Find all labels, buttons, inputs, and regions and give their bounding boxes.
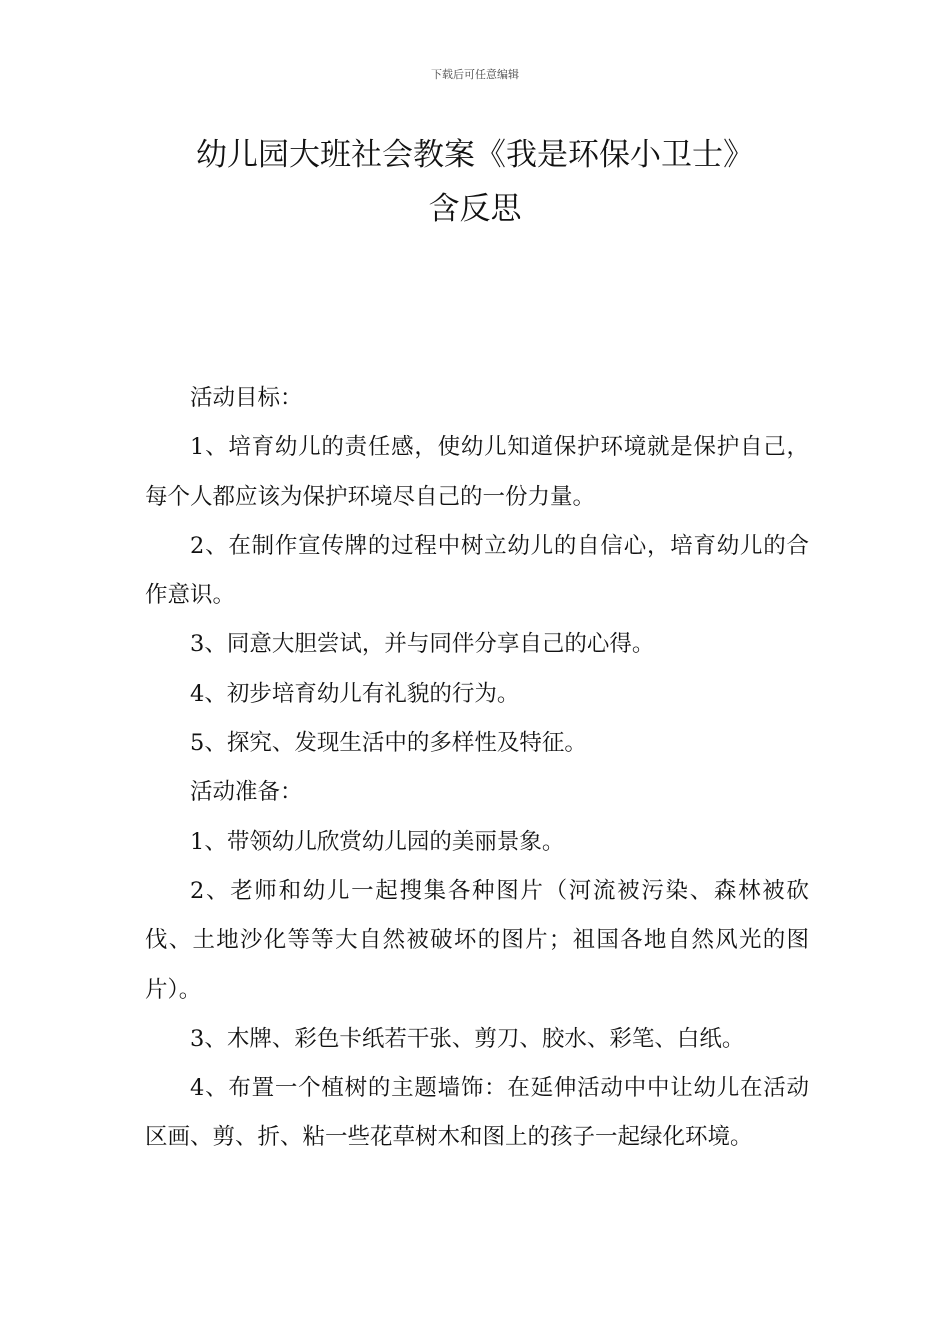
paragraph: 4、初步培育幼儿有礼貌的行为。 bbox=[190, 680, 520, 707]
header-note: 下载后可任意编辑 bbox=[431, 68, 519, 81]
paragraph: 2、在制作宣传牌的过程中树立幼儿的自信心，培育幼儿的合作意识。 bbox=[145, 532, 809, 609]
paragraph: 3、同意大胆尝试，并与同伴分享自己的心得。 bbox=[190, 631, 655, 658]
section-heading-preparation: 活动准备： bbox=[190, 779, 303, 806]
paragraph: 4、布置一个植树的主题墙饰：在延伸活动中中让幼儿在活动区画、剪、折、粘一些花草树木和图上的孩子一起绿化环境。 bbox=[145, 1075, 809, 1151]
section-heading-goals: 活动目标： bbox=[190, 385, 303, 411]
paragraph: 1、带领幼儿欣赏幼儿园的美丽景象。 bbox=[190, 828, 565, 855]
paragraph: 5、探究、发现生活中的多样性及特征。 bbox=[190, 730, 587, 757]
document-title bbox=[145, 128, 805, 236]
document-body bbox=[145, 374, 809, 1163]
paragraph: 3、木牌、彩色卡纸若干张、剪刀、胶水、彩笔、白纸。 bbox=[190, 1025, 745, 1052]
paragraph: 1、培育幼儿的责任感，使幼儿知道保护环境就是保护自己，每个人都应该为保护环境尽自己的一份力量。 bbox=[145, 434, 809, 510]
title-line-2: 含反思 bbox=[428, 191, 522, 227]
title-line-1: 幼儿园大班社会教案《我是环保小卫士》 bbox=[196, 137, 754, 173]
paragraph: 2、老师和幼儿一起搜集各种图片（河流被污染、森林被砍伐、土地沙化等等大自然被破坏的图片；祖国各地自然风光的图片）。 bbox=[145, 877, 809, 1003]
